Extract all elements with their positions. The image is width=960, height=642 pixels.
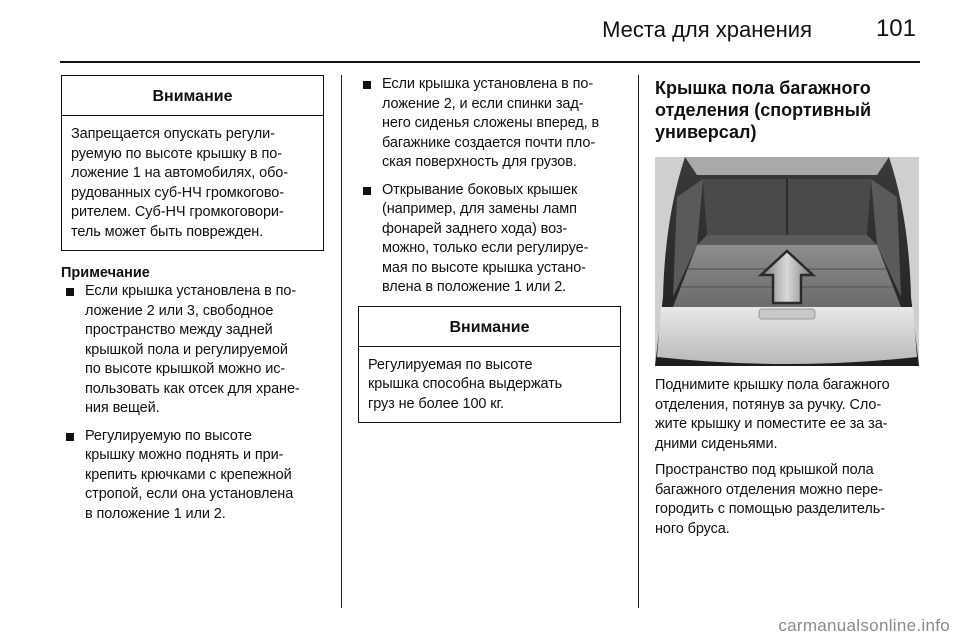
warning-box: [61, 75, 324, 251]
column-divider-left: [341, 75, 342, 608]
list-item-text: Если крышка установлена в по- ложение 2, и если спинки зад- него сиденья сложены вперед, в багажнике создается почти пло- ская поверхность для грузов.: [382, 76, 600, 170]
bullet-square-icon: [66, 288, 74, 296]
warning-text: Регулируемая по высоте крышка способна выдержать груз не более 100 кг.: [368, 356, 563, 412]
column-1: [61, 75, 324, 532]
info-list: [358, 75, 621, 298]
page-number: 101: [875, 15, 916, 42]
bullet-square-icon: [363, 187, 371, 195]
column-divider-right: [638, 75, 639, 608]
list-item-text: Если крышка установлена в по- ложение 2 или 3, свободное пространство между задней крышкой пола и регулируемой по высоте крышкой можно ис- пользовать как отсек для хране- ния вещей.: [85, 283, 300, 416]
list-item: [358, 181, 621, 298]
paragraph: Пространство под крышкой пола багажного отделения можно пере- городить с помощью разделитель- ного бруса.: [655, 462, 885, 537]
list-item: [61, 427, 324, 525]
figure-title: Крышка пола багажного отделения (спортивный универсал): [655, 78, 872, 142]
warning-title: Внимание: [62, 76, 323, 116]
note-list: [61, 282, 324, 524]
page-header: [0, 0, 960, 64]
warning-text: Запрещается опускать регули- руемую по высоте крышку в по- ложение 1 на автомобилях, обо- рудованных суб-НЧ громкогово- рителем. Суб-НЧ громкоговори- тель может быть поврежден.: [71, 126, 288, 240]
list-item-text: Открывание боковых крышек (например, для замены ламп фонарей заднего хода) воз- можно, только если регулируе- мая по высоте крышка устано- влена в положение 1 или 2.: [382, 181, 589, 295]
bullet-square-icon: [66, 433, 74, 441]
list-item-text: Регулируемую по высоте крышку можно поднять и при- крепить крючками с крепежной стропой, если она установлена в положение 1 или 2.: [85, 427, 294, 522]
column-2: [358, 75, 621, 423]
warning-title: Внимание: [359, 307, 620, 347]
list-item: [358, 75, 621, 173]
warning-box: [358, 306, 621, 424]
paragraph: Поднимите крышку пола багажного отделения, потянув за ручку. Сло- жите крышку и поместите ее за за- дними сиденьями.: [655, 377, 890, 452]
section-title: Места для хранения: [602, 17, 812, 42]
list-item: [61, 282, 324, 419]
note-heading: Примечание: [61, 265, 150, 281]
bullet-square-icon: [363, 81, 371, 89]
column-3: [655, 75, 920, 539]
header-rule: [60, 61, 920, 63]
cargo-floor-photo: [655, 157, 919, 366]
watermark: carmanualsonline.info: [778, 616, 950, 635]
